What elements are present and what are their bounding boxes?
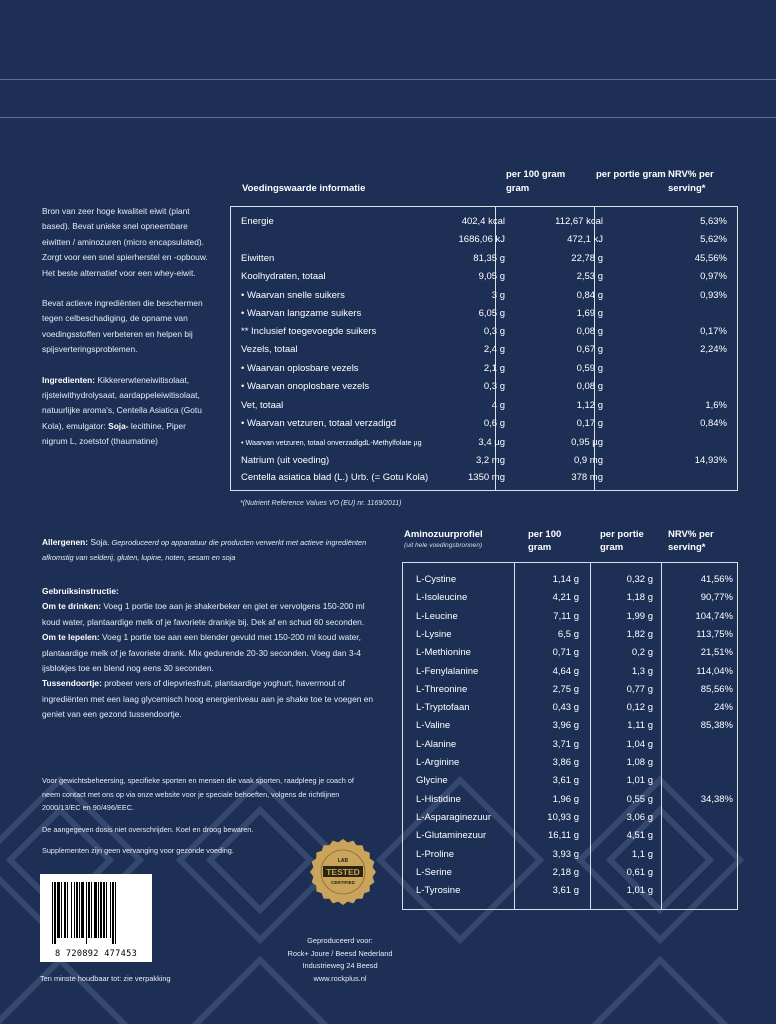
amino-row — [403, 699, 739, 717]
spoon-text: Voeg 1 portie toe aan een blender gevuld met 150-200 ml koud water, plantaardige melk of je favoriete drank. Mix gedurende 20-30 seconden. Voeg dan 3-4 ijsblokjes toe en blend nog eens 30 seconden. — [42, 632, 361, 674]
intro-paragraph-2: Bevat actieve ingrediënten die beschermen tegen celbeschadiging, de opname van voedingsstoffen verbeteren en helpen bij spijsverteringsproblemen. — [42, 298, 203, 355]
amino-row — [403, 791, 739, 809]
amino-name: L-Tyrosine — [416, 885, 461, 897]
amino-portie: 0,61 g — [626, 866, 653, 878]
lab-tested-badge-icon — [309, 838, 377, 906]
amino-name: L-Isoleucine — [416, 592, 468, 604]
nutrition-portie: 0,67 g — [576, 344, 603, 355]
amino-per100: 3,93 g — [552, 848, 579, 860]
nutrition-per100: 0,3 g — [483, 326, 505, 337]
amino-per100: 3,61 g — [552, 775, 579, 787]
amino-name: L-Proline — [416, 848, 455, 860]
allergen-text: Geproduceerd op apparatuur die producten verwerkt met actieve ingrediënten afkomstig van selderij, gluten, lupine, noten, sesam en soja — [42, 538, 367, 563]
allergen-label: Allergenen: — [42, 537, 89, 547]
amino-portie: 0,12 g — [626, 702, 653, 714]
nutrition-per100: 2,4 g — [483, 344, 505, 355]
amino-col-per100: per 100 gram — [528, 529, 562, 553]
nutrition-per100: 1350 mg — [468, 472, 505, 483]
amino-per100: 2,18 g — [552, 866, 579, 878]
amino-portie: 0,77 g — [626, 683, 653, 695]
amino-name: L-Alanine — [416, 738, 457, 750]
amino-row — [403, 717, 739, 735]
nutrition-per100: 3,2 mg — [475, 455, 505, 466]
amino-portie: 3,06 g — [626, 811, 653, 823]
amino-nrv: 114,04% — [696, 665, 733, 677]
nutrition-portie: 112,67 kcal — [555, 216, 603, 227]
amino-name: L-Fenylalanine — [416, 665, 479, 677]
nutrition-nrv: 0,97% — [700, 271, 727, 282]
nutrition-label: Natrium (uit voeding) — [241, 455, 330, 466]
nutrition-portie: 0,17 g — [576, 418, 603, 429]
producer-line-2: Rock+ Joure / Beesd Nederland — [287, 948, 393, 958]
ingredients-paragraph — [42, 373, 212, 450]
intro-paragraph-1: Bron van zeer hoge kwaliteit eiwit (plant based). Bevat unieke snel opneembare eiwitten / aminozuren (micro encapsulated). Zorgt voor een snel spierherstel en -opbouw. Het beste alternatief voor een whey-eiwit. — [42, 206, 208, 278]
nutrition-col-per100: per 100 gram gram — [506, 169, 566, 194]
amino-row — [403, 571, 739, 589]
allergen-info — [42, 535, 382, 566]
amino-name: L-Cystine — [416, 574, 457, 585]
amino-nrv: 104,74% — [695, 610, 733, 622]
amino-name: L-Glutaminezuur — [416, 830, 487, 842]
nutrition-row — [231, 231, 739, 249]
amino-row — [403, 809, 739, 827]
nutrition-label: Vet, totaal — [241, 400, 284, 411]
amino-per100: 1,96 g — [552, 793, 579, 805]
amino-nrv: 24% — [713, 702, 733, 714]
amino-per100: 2,75 g — [552, 683, 579, 695]
amino-row — [403, 754, 739, 772]
amino-portie: 1,99 g — [626, 610, 653, 622]
nutrition-per100: 3 g — [491, 290, 505, 301]
nutrition-label: ** Inclusief toegevoegde suikers — [241, 326, 377, 337]
amino-per100: 3,86 g — [552, 757, 579, 768]
amino-nrv: 85,38% — [700, 720, 733, 732]
nutrition-portie: 1,69 g — [576, 308, 603, 319]
nutrition-per100: 6,05 g — [478, 308, 505, 319]
soja-text: lecithine, Piper nigrum L, zoetstof (thaumatine) — [42, 420, 186, 447]
note-supplements: Supplementen zijn geen vervanging voor gezonde voeding. — [42, 846, 234, 855]
amino-row — [403, 827, 739, 845]
nutrition-label: • Waarvan vetzuren, totaal verzadigd — [241, 418, 397, 429]
amino-nrv: 85,56% — [700, 683, 733, 695]
top-rule-2 — [0, 117, 776, 118]
nutrition-row — [231, 415, 739, 433]
amino-portie: 1,3 g — [631, 665, 653, 677]
soja-label: Soja- — [108, 420, 129, 431]
nutrition-row — [231, 323, 739, 341]
amino-row — [403, 589, 739, 607]
usage-title: Gebruiksinstructie: — [42, 586, 119, 596]
usage-instructions — [42, 584, 382, 723]
producer-line-3: Industrieweg 24 Beesd — [302, 961, 378, 970]
snack-label: Tussendoortje: — [42, 678, 102, 689]
nutrition-portie: 0,08 g — [576, 381, 603, 392]
nutrition-portie: 0,95 µg — [571, 437, 603, 448]
amino-row — [403, 626, 739, 644]
nutrition-nrv: 14,93% — [694, 455, 727, 466]
amino-row — [403, 608, 739, 626]
nutrition-row — [231, 250, 739, 268]
amino-row — [403, 772, 739, 790]
amino-per100: 3,96 g — [552, 720, 579, 732]
amino-row — [403, 846, 739, 864]
amino-col-nrv: NRV% per serving* — [668, 529, 714, 553]
drink-text: Voeg 1 portie toe aan je shakerbeker en giet er vervolgens 150-200 ml koud water, plantaardige melk of je favoriete drankje bij. Dek af en schud 60 seconden. — [42, 601, 365, 627]
amino-per100: 0,43 g — [552, 702, 579, 714]
allergen-soja: Soja. — [88, 537, 110, 547]
nutrition-title: Voedingswaarde informatie — [242, 183, 366, 194]
nutrition-portie: 1,12 g — [576, 400, 603, 411]
amino-per100: 10,93 g — [547, 811, 579, 823]
amino-name: L-Arginine — [416, 757, 460, 768]
nutrition-row — [231, 397, 739, 415]
amino-row — [403, 644, 739, 662]
nutrition-nrv: 2,24% — [700, 344, 727, 355]
amino-title: Aminozuurprofiel — [404, 529, 483, 540]
amino-portie: 1,04 g — [626, 738, 653, 750]
nutrition-per100: 3,4 µg — [478, 437, 505, 448]
nutrition-row — [231, 360, 739, 378]
amino-name: L-Histidine — [416, 793, 461, 805]
amino-nrv: 34,38% — [700, 793, 733, 805]
product-description — [42, 204, 212, 465]
amino-per100: 4,21 g — [552, 592, 579, 604]
nutrition-col-portie: per portie gram — [596, 169, 666, 180]
nutrition-portie: 0,9 mg — [573, 455, 603, 466]
nutrition-row — [231, 452, 739, 470]
amino-per100: 6,5 g — [557, 628, 579, 640]
producer-line-1: Geproduceerd voor: — [307, 936, 373, 945]
barcode-bars — [52, 882, 140, 944]
nutrition-nrv: 0,93% — [700, 290, 727, 301]
amino-row — [403, 864, 739, 882]
amino-per100: 0,71 g — [552, 647, 579, 659]
snack-text: probeer vers of diepvriesfruit, plantaardige yoghurt, havermout of ingrediënten met een laag glycemisch hoog energieniveau aan je shake toe te voegen en geniet van een gezond tussendoortje. — [42, 678, 374, 720]
nutrition-nrv: 5,63% — [700, 216, 727, 227]
amino-nrv: 21,51% — [700, 647, 733, 659]
spoon-label: Om te lepelen: — [42, 632, 100, 643]
ingredients-label: Ingredienten: — [42, 374, 96, 385]
amino-portie: 1,82 g — [626, 628, 653, 640]
barcode-number: 8 720892 477453 — [54, 949, 138, 959]
amino-row — [403, 681, 739, 699]
amino-name: L-Threonine — [416, 683, 468, 695]
amino-row — [403, 736, 739, 754]
nutrition-portie: 472,1 kJ — [567, 234, 603, 245]
amino-name: Glycine — [416, 775, 448, 787]
nutrition-nrv: 1,6% — [705, 400, 727, 411]
amino-per100: 3,71 g — [552, 738, 579, 750]
amino-per100: 3,61 g — [552, 885, 579, 897]
nutrition-label: • Waarvan snelle suikers — [241, 290, 345, 301]
nutrition-label: Eiwitten — [241, 253, 275, 264]
amino-row — [403, 882, 739, 900]
nutrition-portie: 0,59 g — [576, 363, 603, 374]
badge-top-text: LAB — [337, 858, 349, 864]
nutrition-row — [231, 305, 739, 323]
amino-name: L-Serine — [416, 866, 452, 878]
amino-portie: 1,1 g — [631, 848, 653, 860]
amino-portie: 0,32 g — [626, 574, 653, 585]
nutrition-per100: 9,05 g — [478, 271, 505, 282]
barcode — [40, 874, 152, 962]
nutrition-per100: 2,1 g — [483, 363, 505, 374]
nutrition-footnote: *(Nutrient Reference Values VO (EU) nr. 1169/2011) — [240, 500, 402, 507]
amino-portie: 1,01 g — [626, 775, 653, 787]
nutrition-label: Koolhydraten, totaal — [241, 271, 326, 282]
nutrition-label: • Waarvan langzame suikers — [241, 308, 362, 319]
amino-nrv: 90,77% — [700, 592, 733, 604]
nutrition-row — [231, 341, 739, 359]
drink-label: Om te drinken: — [42, 601, 102, 612]
amino-portie: 4,51 g — [626, 830, 653, 842]
nutrition-per100: 1686,06 kJ — [458, 234, 505, 245]
nutrition-per100: 402,4 kcal — [461, 216, 505, 227]
amino-name: L-Valine — [416, 720, 451, 732]
nutrition-label: Energie — [241, 216, 274, 227]
nutrition-nrv: 0,84% — [700, 418, 727, 429]
amino-nrv: 41,56% — [700, 574, 733, 585]
nutrition-per100: 81,35 g — [473, 253, 505, 264]
expiry-note: Ten minste houdbaar tot: zie verpakking — [40, 974, 171, 983]
nutrition-nrv: 5,62% — [700, 234, 727, 245]
amino-name: L-Asparaginezuur — [416, 811, 491, 823]
amino-nrv: 113,75% — [696, 628, 733, 640]
nutrition-label: • Waarvan vetzuren, totaal onverzadigdL-Methylfolate µg — [241, 438, 422, 447]
badge-main-text: TESTED — [326, 867, 360, 877]
amino-name: L-Leucine — [416, 610, 458, 622]
amino-per100: 4,64 g — [552, 665, 579, 677]
nutrition-per100: 0,6 g — [483, 418, 505, 429]
nutrition-nrv: 45,56% — [694, 253, 727, 264]
nutrition-portie: 0,08 g — [576, 326, 603, 337]
note-guidelines: Voor gewichtsbeheersing, specifieke sporten en mensen die vaak sporten, raadpleeg je coach of neem contact met ons op via onze website voor je speciale behoeften, volgens de richtlijnen 2000/13/EC en 90/496/EEC. — [42, 776, 354, 812]
nutrition-row — [231, 213, 739, 231]
producer-website: www.rockplus.nl — [313, 973, 367, 983]
nutrition-row — [231, 287, 739, 305]
nutrition-row — [231, 268, 739, 286]
nutrition-per100: 0,3 g — [483, 381, 505, 392]
amino-portie: 1,01 g — [626, 885, 653, 897]
nutrition-per100: 4 g — [491, 400, 505, 411]
amino-per100: 7,11 g — [553, 610, 579, 622]
nutrition-portie: 22,78 g — [571, 253, 603, 264]
nutrition-row — [231, 434, 739, 452]
top-rule-1 — [0, 79, 776, 80]
amino-portie: 1,18 g — [626, 592, 653, 604]
amino-name: L-Lysine — [416, 628, 452, 640]
nutrition-portie: 378 mg — [571, 472, 603, 483]
amino-portie: 1,08 g — [626, 757, 653, 768]
nutrition-portie: 0,84 g — [576, 290, 603, 301]
amino-per100: 1,14 g — [552, 574, 579, 585]
amino-table — [402, 562, 738, 910]
amino-name: L-Tryptofaan — [416, 702, 470, 714]
ingredients-text: Kikkererwteneiwitisolaat, rijsteiwithydrolysaat, aardappeleiwitisolaat, natuurlijke aroma's, Centella Asiatica (Gotu Kola), emulgator: — [42, 374, 202, 431]
amino-row — [403, 663, 739, 681]
amino-subtitle: (uit hele voedingsbronnen) — [404, 542, 483, 549]
amino-portie: 0,2 g — [631, 647, 653, 659]
amino-portie: 0,55 g — [626, 793, 653, 805]
nutrition-nrv: 0,17% — [700, 326, 727, 337]
nutrition-label: Vezels, totaal — [241, 344, 298, 355]
nutrition-table — [230, 206, 738, 491]
nutrition-row — [231, 469, 739, 487]
nutrition-label: • Waarvan oplosbare vezels — [241, 363, 359, 374]
badge-bottom-text: CERTIFIED — [331, 880, 355, 885]
nutrition-row — [231, 378, 739, 396]
note-dosage: De aangegeven dosis niet overschrijden. Koel en droog bewaren. — [42, 824, 254, 834]
amino-portie: 1,11 g — [627, 720, 653, 732]
nutrition-portie: 2,53 g — [576, 271, 603, 282]
nutrition-label: • Waarvan onoplosbare vezels — [241, 381, 370, 392]
nutrition-label: Centella asiatica blad (L.) Urb. (= Gotu Kola) — [241, 472, 429, 483]
amino-col-portie: per portie gram — [600, 529, 644, 553]
producer-info — [240, 935, 440, 985]
nutrition-col-nrv: NRV% per serving* — [668, 169, 714, 194]
amino-per100: 16,11 g — [548, 830, 579, 842]
amino-name: L-Methionine — [416, 647, 471, 659]
